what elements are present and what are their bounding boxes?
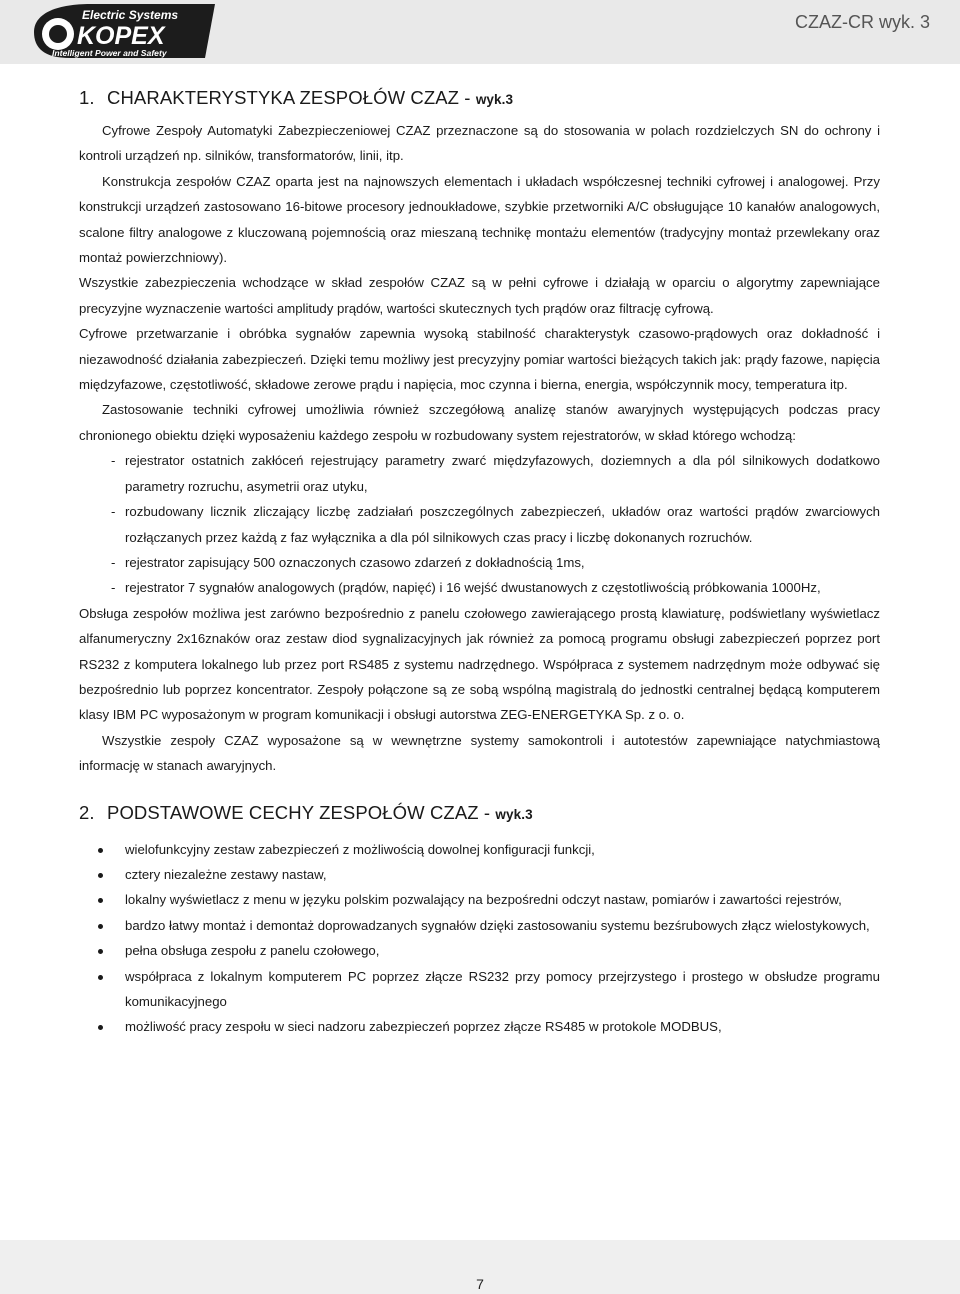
recorder-list xyxy=(79,448,880,600)
bullet-icon xyxy=(98,848,103,853)
section-1-heading: 1. CHARAKTERYSTYKA ZESPOŁÓW CZAZ - wyk.3 xyxy=(79,87,514,108)
svg-text:KOPEX: KOPEX xyxy=(77,22,165,50)
bullet-icon xyxy=(98,1025,103,1030)
document-body xyxy=(79,80,880,1040)
svg-text:Electric Systems: Electric Systems xyxy=(82,8,179,22)
kopex-logo xyxy=(30,2,220,60)
paragraph: Zastosowanie techniki cyfrowej umożliwia również szczegółową analizę stanów awaryjnych występujących podczas pracy chronionego obiektu dzięki wyposażeniu każdego zespołu w rozbudowany system rejestratorów, w skład którego wchodzą: xyxy=(79,402,880,443)
list-item: - rejestrator zapisujący 500 oznaczonych czasowo zdarzeń z dokładnością 1ms, xyxy=(111,554,585,570)
list-item: pełna obsługa zespołu z panelu czołowego, xyxy=(79,938,880,963)
document-code: CZAZ-CR wyk. 3 xyxy=(795,12,930,32)
bullet-icon xyxy=(98,924,103,929)
list-item: współpraca z lokalnym komputerem PC poprzez złącze RS232 przy pomocy przejrzystego i prostego w obsłudze programu komunikacyjnego xyxy=(79,964,880,1015)
features-list xyxy=(79,837,880,1040)
paragraph: Wszystkie zespoły CZAZ wyposażone są w wewnętrzne systemy samokontroli i autotestów zapewniające natychmiastową informację w stanach awaryjnych. xyxy=(79,732,880,774)
paragraph: Cyfrowe przetwarzanie i obróbka sygnałów zapewnia wysoką stabilność charakterystyk czasowo-prądowych oraz dokładność i niezawodność działania zabezpieczeń. Dzięki temu możliwy jest precyzyjny pomiar wartości bieżących takich jak: prądy fazowe, napięcia międzyfazowe, częstotliwość, składowe zerowe prądu i napięcia, moc czynna i bierna, energia, współczynnik mocy, temperatura itp. xyxy=(79,326,880,393)
svg-text:Intelligent Power and Safety: Intelligent Power and Safety xyxy=(52,48,167,58)
list-item: możliwość pracy zespołu w sieci nadzoru zabezpieczeń poprzez złącze RS485 w protokole MODBUS, xyxy=(79,1014,880,1039)
page-footer xyxy=(0,1240,960,1294)
page-header xyxy=(0,0,960,64)
list-item: lokalny wyświetlacz z menu w języku polskim pozwalający na bezpośredni odczyt nastaw, pomiarów i zawartości rejestrów, xyxy=(79,887,880,912)
list-item: - rejestrator 7 sygnałów analogowych (prądów, napięć) i 16 wejść dwustanowych z częstotliwością próbkowania 1000Hz, xyxy=(111,580,821,596)
section-2-heading: 2. PODSTAWOWE CECHY ZESPOŁÓW CZAZ - wyk.3 xyxy=(79,801,533,823)
list-item: bardzo łatwy montaż i demontaż doprowadzanych sygnałów dzięki zastosowaniu systemu bezśrubowych złącz wielostykowych, xyxy=(79,913,880,938)
bullet-icon xyxy=(98,873,103,878)
paragraph: Obsługa zespołów możliwa jest zarówno bezpośrednio z panelu czołowego zawierającego prostą klawiaturę, podświetlany wyświetlacz alfanumeryczny 2x16znaków oraz zestaw diod sygnalizacyjnych jak również za pomocą programu obsługi zabezpieczeń poprzez port RS232 z komputera lokalnego lub przez port RS485 z systemu nadrzędnego. Współpraca z systemem nadrzędnym może odbywać się bezpośrednio lub poprzez koncentrator. Zespoły połączone są ze sobą wspólną magistralą do jednostki centralnej będącą komputerem klasy IBM PC wyposażonym w program komunikacji i obsługi autorstwa ZEG-ENERGETYKA Sp. z o. o. xyxy=(79,605,880,723)
paragraph: Konstrukcja zespołów CZAZ oparta jest na najnowszych elementach i układach współczesnej techniki cyfrowej i analogowej. Przy konstrukcji urządzeń zastosowano 16-bitowe procesory jednoukładowe, szybkie przetworniki A/C obsługujące 10 kanałów analogowych, scalone filtry analogowe z kluczowaną pojemnością oraz mieszaną technikę montażu elementów (tradycyjny montaż przewlekany oraz montaż powierzchniowy). xyxy=(79,173,880,266)
bullet-icon xyxy=(98,898,103,903)
paragraph: Wszystkie zabezpieczenia wchodzące w skład zespołów CZAZ są w pełni cyfrowe i działają w oparciu o algorytmy zapewniające precyzyjne wyznaczenie wartości amplitudy prądów, wartości skutecznych tych prądów oraz filtrację cyfrową. xyxy=(79,275,880,316)
list-item: cztery niezależne zestawy nastaw, xyxy=(79,862,880,887)
list-item: wielofunkcyjny zestaw zabezpieczeń z możliwością dowolnej konfiguracji funkcji, xyxy=(79,837,880,862)
list-item: - rozbudowany licznik zliczający liczbę zadziałań poszczególnych zabezpieczeń, układów oraz wartości prądów zwarciowych rozłączanych przez każdą z faz wyłącznika a dla pól silnikowych czas pracy i liczbę dokonanych rozruchów. xyxy=(111,504,880,545)
page-number: 7 xyxy=(476,1276,484,1292)
bullet-icon xyxy=(98,975,103,980)
paragraph: Cyfrowe Zespoły Automatyki Zabezpieczeniowej CZAZ przeznaczone są do stosowania w polach rozdzielczych SN do ochrony i kontroli urządzeń np. silników, transformatorów, linii, itp. xyxy=(79,123,880,164)
bullet-icon xyxy=(98,949,103,954)
list-item: - rejestrator ostatnich zakłóceń rejestrujący parametry zwarć międzyfazowych, doziemnych a dla pól silnikowych dodatkowo parametry rozruchu, asymetrii oraz utyku, xyxy=(111,453,880,494)
